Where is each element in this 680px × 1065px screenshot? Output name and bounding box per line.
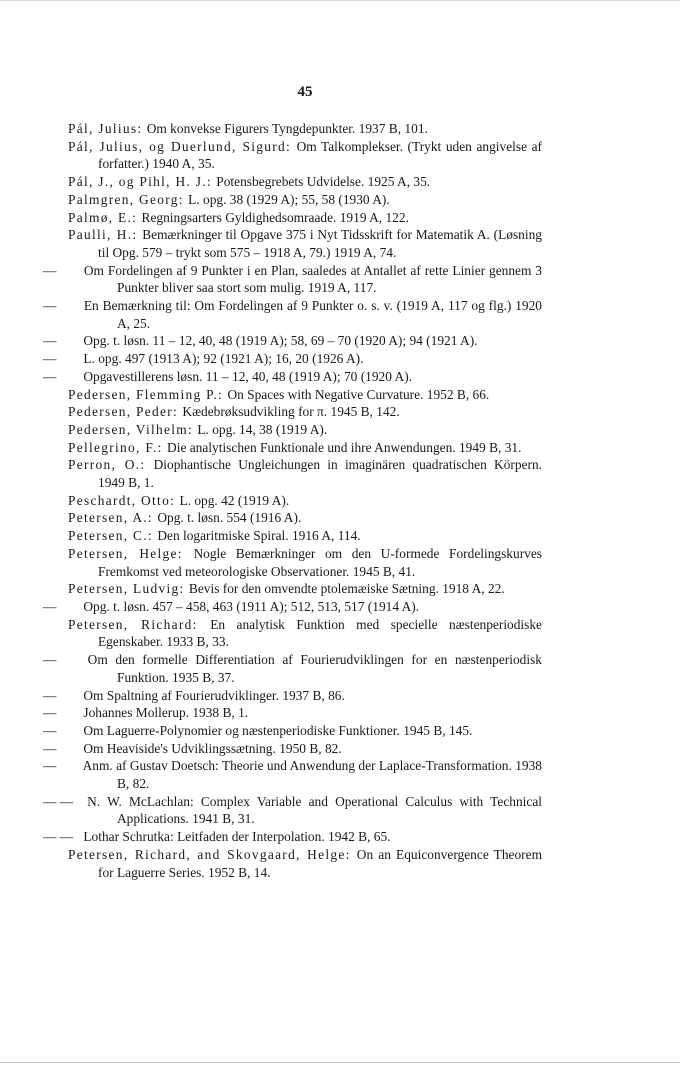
bibliography-subentry: — Opg. t. løsn. 457 – 458, 463 (1911 A); 512, 513, 517 (1914 A). xyxy=(43,598,420,614)
bibliography-subentry: — Om Spaltning af Fourierudviklinger. 1937 B, 86. xyxy=(43,687,345,703)
bibliography-entry xyxy=(68,846,542,881)
bibliography-subentry: — Opgavestillerens løsn. 11 – 12, 40, 48 (1919 A); 70 (1920 A). xyxy=(43,368,413,384)
entry-text: Regningsarters Gyldighedsomraade. 1919 A, 122. xyxy=(141,209,409,225)
entry-text: Den logaritmiske Spiral. 1916 A, 114. xyxy=(157,528,361,544)
bibliography-entry xyxy=(68,173,542,191)
entry-author: Petersen, Richard: xyxy=(68,616,198,632)
entry-text: Opg. t. løsn. 11 – 12, 40, 48 (1919 A); 58, 69 – 70 (1920 A); 94 (1921 A). xyxy=(83,333,478,349)
entry-text: On Spaces with Negative Curvature. 1952 B, 66. xyxy=(227,386,490,402)
entry-author: Pál, Julius, og Duerlund, Sigurd: xyxy=(68,138,291,154)
entry-author: Pál, J., og Pihl, H. J.: xyxy=(68,174,212,190)
bibliography-entries xyxy=(43,120,542,881)
entry-text: On an Equiconvergence Theorem for Laguerre Series. 1952 B, 14. xyxy=(98,846,542,880)
entry-author: Pál, Julius: xyxy=(68,121,143,136)
entry-author: Pedersen, Flemming P.: xyxy=(68,386,224,402)
entry-text: Opg. t. løsn. 457 – 458, 463 (1911 A); 512, 513, 517 (1914 A). xyxy=(83,598,420,614)
bibliography-entry xyxy=(68,616,542,651)
entry-text: En analytisk Funktion med specielle næstenperiodiske Egenskaber. 1933 B, 33. xyxy=(98,616,542,650)
entry-author: Petersen, Helge: xyxy=(68,545,183,561)
bibliography-subentry: — Anm. af Gustav Doetsch: Theorie und Anwendung der Laplace-Transformation. 1938 B, 82. xyxy=(43,758,542,792)
bibliography-subentry: — En Bemærkning til: Om Fordelingen af 9 Punkter o. s. v. (1919 A, 117 og flg.) 1920 A, 25. xyxy=(43,298,542,331)
bibliography-entry xyxy=(68,403,542,421)
entry-text: Opgavestillerens løsn. 11 – 12, 40, 48 (1919 A); 70 (1920 A). xyxy=(83,368,413,384)
entry-text: Om Heaviside's Udviklingssætning. 1950 B, 82. xyxy=(83,740,342,756)
entry-text: Diophantische Ungleichungen in imaginären quadratischen Körpern. 1949 B, 1. xyxy=(98,457,542,491)
bibliography-subentry: — Om Laguerre-Polynomier og næstenperiodiske Funktioner. 1945 B, 145. xyxy=(43,722,473,738)
entry-text: Anm. af Gustav Doetsch: Theorie und Anwendung der Laplace-Transformation. 1938 B, 82. xyxy=(82,758,542,792)
bibliography-subentry: — — N. W. McLachlan: Complex Variable and Operational Calculus with Technical Applications. 1941 B, 31. xyxy=(43,793,542,827)
page-number: 45 xyxy=(297,84,313,100)
bibliography-entry xyxy=(68,492,542,510)
entry-text: Om Laguerre-Polynomier og næstenperiodiske Funktioner. 1945 B, 145. xyxy=(83,722,473,738)
entry-text: Johannes Mollerup. 1938 B, 1. xyxy=(83,705,249,721)
entry-author: Perron, O.: xyxy=(68,457,146,473)
bibliography-entry xyxy=(68,421,542,439)
bibliography-entry xyxy=(68,439,542,457)
entry-text: Om Fordelingen af 9 Punkter i en Plan, saaledes at Antallet af rette Linier gennem 3 Punkter bliver saa stort som mulig. 1919 A, 117. xyxy=(83,262,542,296)
bibliography-entry xyxy=(68,226,542,261)
entry-text: En Bemærkning til: Om Fordelingen af 9 Punkter o. s. v. (1919 A, 117 og flg.) 1920 A, 25. xyxy=(83,298,542,331)
bibliography-entry xyxy=(68,545,542,580)
entry-author: Petersen, Richard, and Skovgaard, Helge: xyxy=(68,846,351,862)
bibliography-subentry: — — Lothar Schrutka: Leitfaden der Interpolation. 1942 B, 65. xyxy=(43,829,391,845)
entry-text: Die analytischen Funktionale und ihre Anwendungen. 1949 B, 31. xyxy=(167,439,522,455)
entry-text: Bemærkninger til Opgave 375 i Nyt Tidsskrift for Matematik A. (Løsning til Opg. 579 – trykt som 575 – 1918 A, 79.) 1919 A, 74. xyxy=(98,227,542,260)
entry-author: Petersen, C.: xyxy=(68,528,153,544)
entry-author: Peschardt, Otto: xyxy=(68,492,176,508)
entry-text: Kædebrøksudvikling for π. 1945 B, 142. xyxy=(182,404,400,420)
entry-text: Om den formelle Differentiation af Fourierudviklingen for en næstenperiodisk Funktion. 1935 B, 37. xyxy=(87,652,542,685)
bibliography-entry xyxy=(68,120,542,138)
bibliography-entry xyxy=(68,386,542,404)
bibliography-subentry: — L. opg. 497 (1913 A); 92 (1921 A); 16, 20 (1926 A). xyxy=(43,351,364,367)
bibliography-entry xyxy=(68,527,542,545)
entry-text: L. opg. 14, 38 (1919 A). xyxy=(197,421,328,437)
entry-author: Palmø, E.: xyxy=(68,209,138,225)
bibliography-entry xyxy=(68,580,542,598)
entry-author: Pellegrino, F.: xyxy=(68,439,163,455)
bibliography-entry xyxy=(68,509,542,527)
entry-author: Pedersen, Peder: xyxy=(68,404,179,420)
entry-text: N. W. McLachlan: Complex Variable and Operational Calculus with Technical Applications. 1941 B, 31. xyxy=(87,793,542,827)
entry-text: Opg. t. løsn. 554 (1916 A). xyxy=(157,510,302,526)
entry-text: L. opg. 38 (1929 A); 55, 58 (1930 A). xyxy=(188,191,390,207)
bibliography-entry xyxy=(68,138,542,173)
entry-text: Om konvekse Figurers Tyngdepunkter. 1937 B, 101. xyxy=(146,121,428,136)
entry-text: Lothar Schrutka: Leitfaden der Interpolation. 1942 B, 65. xyxy=(83,829,391,845)
bibliography-entry xyxy=(68,456,542,491)
bibliography-subentry: — Opg. t. løsn. 11 – 12, 40, 48 (1919 A); 58, 69 – 70 (1920 A); 94 (1921 A). xyxy=(43,333,478,349)
entry-author: Paulli, H.: xyxy=(68,227,138,243)
entry-text: Om Spaltning af Fourierudviklinger. 1937 B, 86. xyxy=(83,687,345,703)
bibliography-entry xyxy=(68,209,542,227)
entry-author: Petersen, A.: xyxy=(68,510,153,526)
bibliography-entry xyxy=(68,191,542,209)
entry-text: Potensbegrebets Udvidelse. 1925 A, 35. xyxy=(216,174,431,190)
top-scan-edge xyxy=(0,0,680,1)
entry-text: Bevis for den omvendte ptolemæiske Sætning. 1918 A, 22. xyxy=(188,581,505,597)
entry-text: Om Talkomplekser. (Trykt uden angivelse af forfatter.) 1940 A, 35. xyxy=(98,138,542,172)
entry-text: L. opg. 42 (1919 A). xyxy=(179,492,290,508)
entry-text: L. opg. 497 (1913 A); 92 (1921 A); 16, 20 (1926 A). xyxy=(83,351,364,367)
bibliography-subentry: — Om Heaviside's Udviklingssætning. 1950 B, 82. xyxy=(43,740,342,756)
entry-text: Nogle Bemærkninger om den U-formede Fordelingskurves Fremkomst ved meteorologiske Observationer. 1945 B, 41. xyxy=(98,545,542,579)
entry-author: Palmgren, Georg: xyxy=(68,191,184,207)
bibliography-subentry: — Om den formelle Differentiation af Fourierudviklingen for en næstenperiodisk Funktion. 1935 B, 37. xyxy=(43,652,542,685)
bibliography-subentry: — Johannes Mollerup. 1938 B, 1. xyxy=(43,705,249,721)
entry-author: Pedersen, Vilhelm: xyxy=(68,421,193,437)
entry-author: Petersen, Ludvig: xyxy=(68,581,185,597)
bibliography-subentry: — Om Fordelingen af 9 Punkter i en Plan, saaledes at Antallet af rette Linier gennem 3 Punkter bliver saa stort som mulig. 1919 A, 117. xyxy=(43,262,542,296)
bottom-scan-edge xyxy=(0,1062,680,1063)
